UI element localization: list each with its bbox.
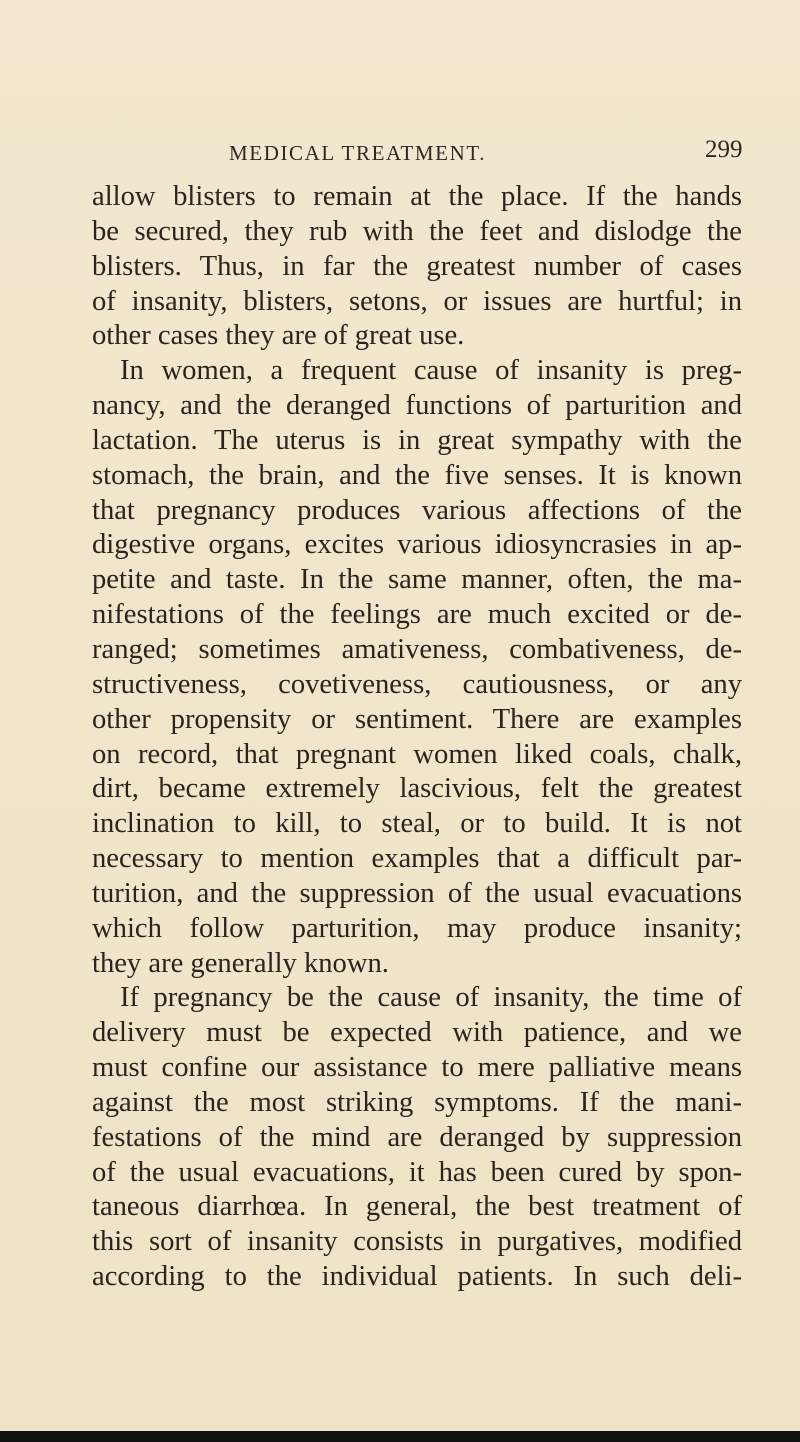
text-line: inclination to kill, to steal, or to build. It is not [92, 808, 742, 840]
text-line: taneous diarrhœa. In general, the best treatment of [92, 1191, 742, 1223]
text-line: nancy, and the deranged functions of parturition and [92, 390, 742, 422]
text-line: nifestations of the feelings are much excited or de- [92, 599, 742, 631]
text-line: delivery must be expected with patience, and we [92, 1017, 742, 1049]
text-line: against the most striking symptoms. If the mani- [92, 1086, 742, 1118]
text-line: must confine our assistance to mere palliative means [92, 1052, 742, 1084]
text-line: according to the individual patients. In such deli- [92, 1261, 742, 1293]
text-line: ranged; sometimes amativeness, combativeness, de- [92, 633, 742, 665]
text-line: digestive organs, excites various idiosyncrasies in ap- [92, 529, 742, 561]
text-line: If pregnancy be the cause of insanity, the time of [120, 982, 742, 1014]
text-line: which follow parturition, may produce insanity; [92, 912, 742, 944]
text-line: lactation. The uterus is in great sympathy with the [92, 424, 742, 456]
text-line: of the usual evacuations, it has been cured by spon- [92, 1156, 742, 1188]
text-line: turition, and the suppression of the usual evacuations [92, 877, 742, 909]
text-line: of insanity, blisters, setons, or issues are hurtful; in [92, 285, 742, 317]
text-line: In women, a frequent cause of insanity is preg- [120, 355, 742, 387]
body-text [92, 180, 742, 1295]
text-line: structiveness, covetiveness, cautiousness, or any [92, 668, 742, 700]
text-line: on record, that pregnant women liked coals, chalk, [92, 738, 742, 770]
text-line: petite and taste. In the same manner, often, the ma- [92, 564, 742, 596]
text-line: that pregnancy produces various affections of the [92, 494, 742, 526]
text-line: other cases they are of great use. [92, 320, 465, 352]
text-line: they are generally known. [92, 947, 389, 979]
text-line: stomach, the brain, and the five senses. It is known [92, 459, 742, 491]
text-line: this sort of insanity consists in purgatives, modified [92, 1226, 742, 1258]
text-line: dirt, became extremely lascivious, felt the greatest [92, 773, 742, 805]
text-line: blisters. Thus, in far the greatest number of cases [92, 250, 742, 282]
text-line: festations of the mind are deranged by suppression [92, 1121, 742, 1153]
text-line: other propensity or sentiment. There are examples [92, 703, 742, 735]
page-number: 299 [705, 136, 743, 163]
bottom-edge-rule [0, 1431, 800, 1442]
running-head: MEDICAL TREATMENT. [229, 141, 487, 165]
text-line: necessary to mention examples that a difficult par- [92, 843, 742, 875]
text-line: be secured, they rub with the feet and dislodge the [92, 215, 742, 247]
text-line: allow blisters to remain at the place. If the hands [92, 181, 742, 212]
